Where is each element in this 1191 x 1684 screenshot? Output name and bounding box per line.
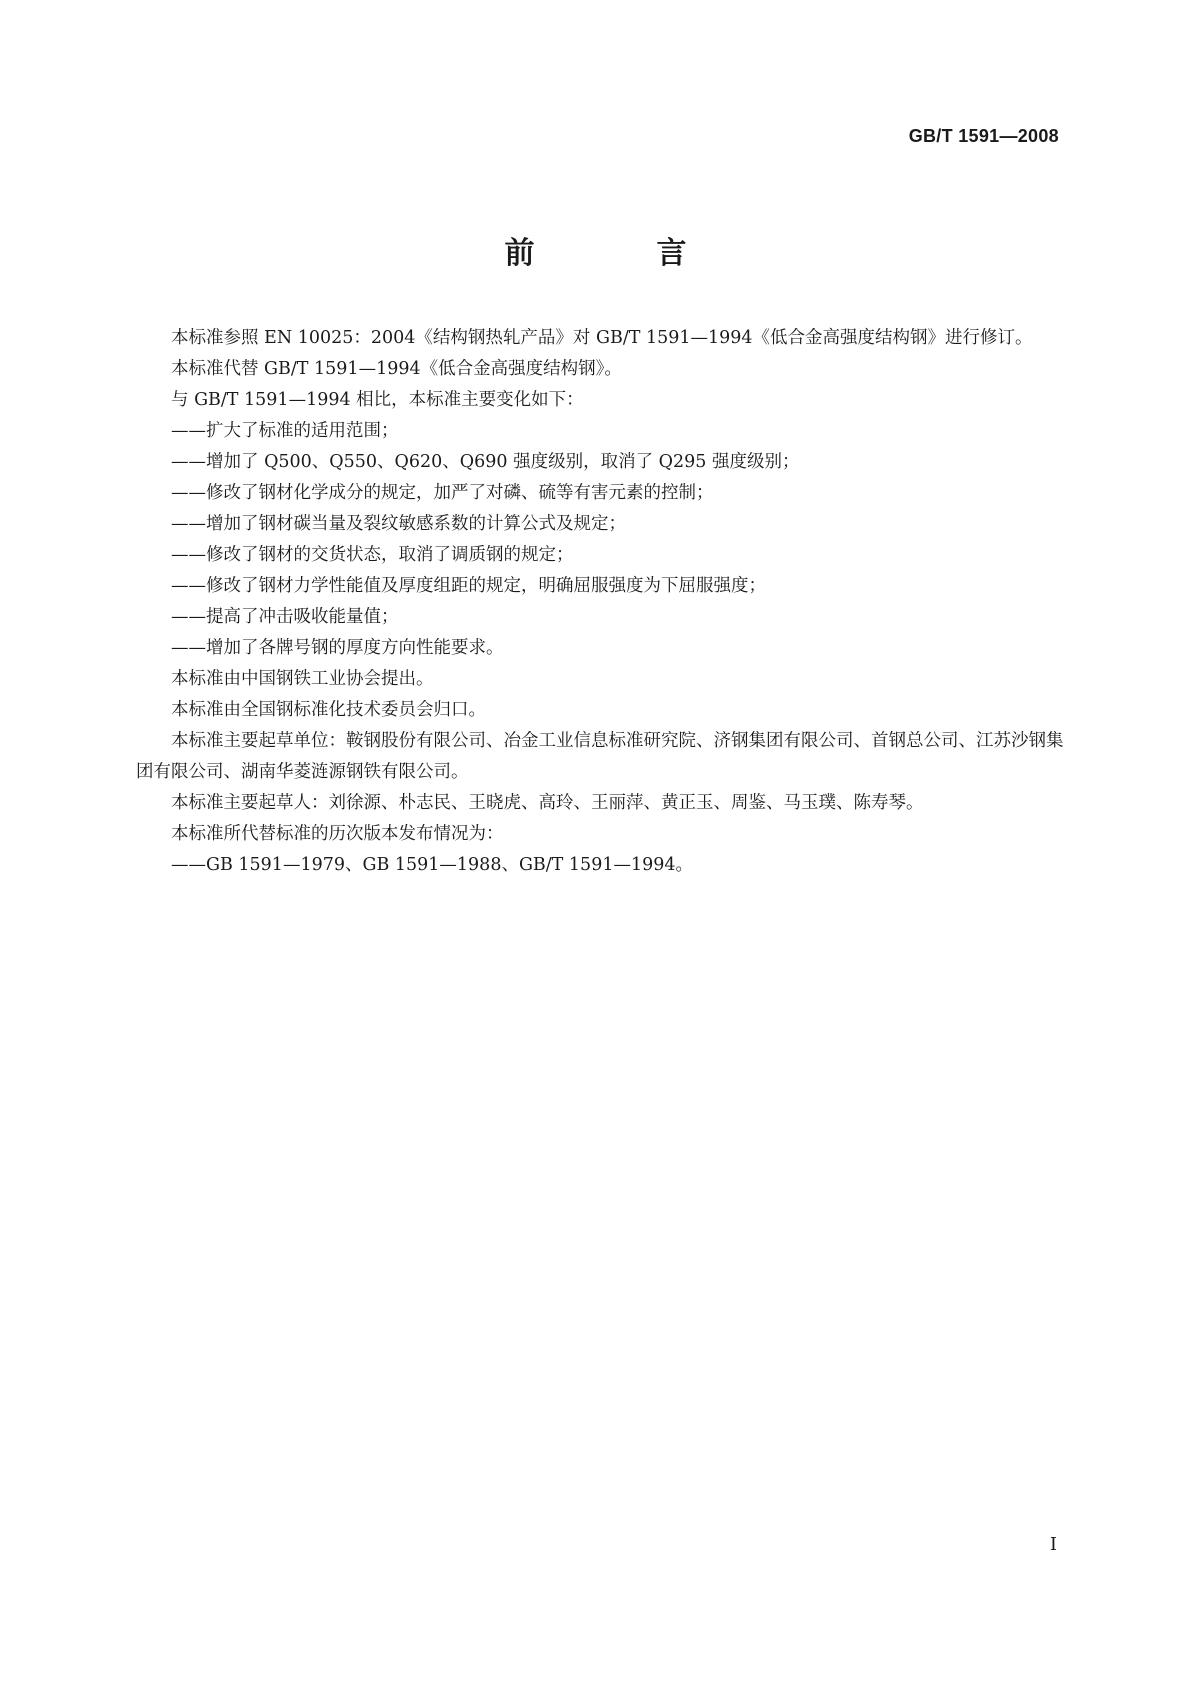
change-item: ——增加了 Q500、Q550、Q620、Q690 强度级别，取消了 Q295 强度级别；: [171, 452, 800, 472]
change-item: ——修改了钢材力学性能值及厚度组距的规定，明确屈服强度为下屈服强度；: [171, 576, 766, 596]
change-item: ——修改了钢材的交货状态，取消了调质钢的规定；: [171, 545, 574, 565]
page-title: 前 言: [504, 236, 733, 271]
change-item: ——增加了各牌号钢的厚度方向性能要求。: [171, 638, 504, 658]
change-item: ——扩大了标准的适用范围；: [171, 421, 399, 441]
paragraph-changes-intro: 与 GB/T 1591—1994 相比，本标准主要变化如下：: [171, 390, 584, 410]
history-item: ——GB 1591—1979、GB 1591—1988、GB/T 1591—1994。: [171, 855, 693, 875]
change-item: ——修改了钢材化学成分的规定，加严了对磷、硫等有害元素的控制；: [171, 483, 714, 503]
paragraph-history-intro: 本标准所代替标准的历次版本发布情况为：: [171, 824, 504, 844]
paragraph-reference: 本标准参照 EN 10025：2004《结构钢热轧产品》对 GB/T 1591—1994《低合金高强度结构钢》进行修订。: [171, 328, 1033, 348]
paragraph-drafters: 本标准主要起草人：刘徐源、朴志民、王晓虎、高玲、王丽萍、黄正玉、周鉴、马玉璞、陈寿琴。: [171, 793, 924, 813]
standard-code: GB/T 1591—2008: [908, 126, 1059, 146]
change-item: ——增加了钢材碳当量及裂纹敏感系数的计算公式及规定；: [171, 514, 626, 534]
paragraph-replaces: 本标准代替 GB/T 1591—1994《低合金高强度结构钢》。: [171, 359, 622, 379]
change-item: ——提高了冲击吸收能量值；: [171, 607, 399, 627]
paragraph-committee: 本标准由全国钢标准化技术委员会归口。: [171, 700, 486, 720]
foreword-body: [136, 323, 1064, 881]
paragraph-drafting-units: 本标准主要起草单位：鞍钢股份有限公司、冶金工业信息标准研究院、济钢集团有限公司、首钢总公司、江苏沙钢集团有限公司、湖南华菱涟源钢铁有限公司。: [136, 731, 1064, 782]
page-number: I: [1049, 1534, 1057, 1555]
paragraph-proposer: 本标准由中国钢铁工业协会提出。: [171, 669, 434, 689]
